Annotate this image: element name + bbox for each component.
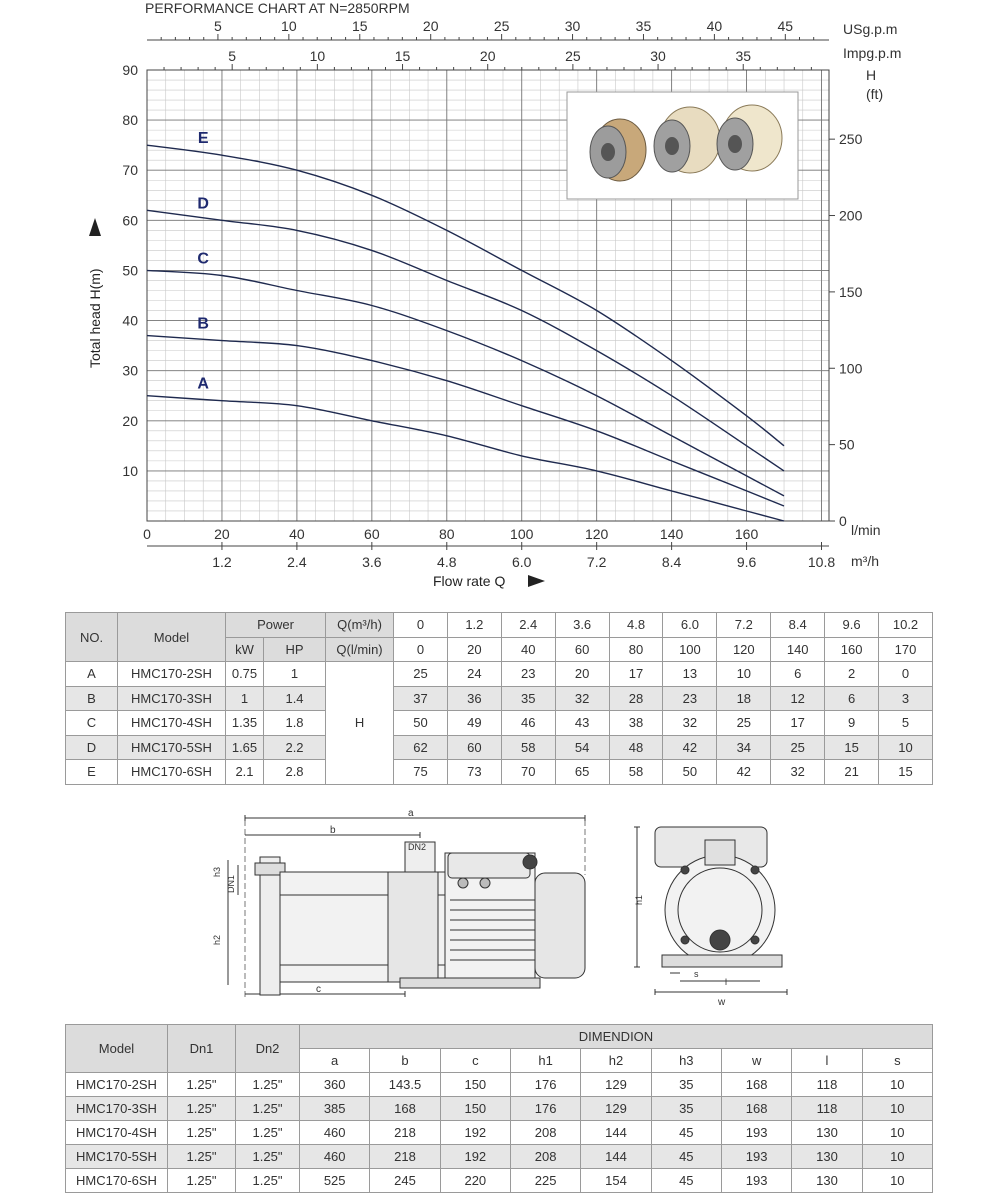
dim-value: 10 [862, 1097, 932, 1121]
dim-value: 129 [581, 1097, 651, 1121]
y-tick-label: 10 [122, 462, 138, 479]
dim-row-dn1: 1.25" [168, 1169, 236, 1193]
header-hp: HP [264, 637, 326, 662]
head-value: 32 [555, 686, 609, 711]
table-row [66, 1145, 933, 1169]
x-tick-label: 120 [584, 526, 609, 542]
head-value: 10 [879, 735, 933, 760]
dim-row-dn1: 1.25" [168, 1073, 236, 1097]
dim-row-dn1: 1.25" [168, 1121, 236, 1145]
dim-value: 168 [370, 1097, 440, 1121]
row-kw: 1.65 [226, 735, 264, 760]
us-gpm-tick-label: 15 [351, 18, 368, 34]
q-m3h-cell: 4.8 [609, 613, 663, 638]
y-tick-label: 70 [122, 162, 138, 179]
dim-value: 385 [300, 1097, 370, 1121]
dim-label-h2: h2 [212, 934, 222, 945]
imp-gpm-tick-label: 35 [735, 48, 752, 64]
y-axis-label: Total head H(m) [87, 268, 103, 368]
q-lmin-cell: 120 [717, 637, 771, 662]
dim-header-model: Model [66, 1025, 168, 1073]
row-hp: 2.8 [264, 760, 326, 785]
x-tick-label: 140 [659, 526, 684, 542]
chart-title: PERFORMANCE CHART AT N=2850RPM [145, 0, 410, 16]
table-row [66, 1097, 933, 1121]
dim-value: 220 [440, 1169, 510, 1193]
curve-label-a: A [197, 375, 209, 393]
imp-gpm-tick-label: 30 [650, 48, 666, 64]
row-hp: 1.4 [264, 686, 326, 711]
dim-value: 130 [792, 1169, 862, 1193]
x-axis-label: Flow rate Q [433, 573, 506, 589]
table-row [66, 662, 933, 687]
x-tick-label: 160 [734, 526, 759, 542]
head-value: 24 [447, 662, 501, 687]
head-value: 13 [663, 662, 717, 687]
head-value: 10 [717, 662, 771, 687]
row-model: HMC170-6SH [118, 760, 226, 785]
head-value: 25 [717, 711, 771, 736]
head-value: 35 [501, 686, 555, 711]
row-hp: 1.8 [264, 711, 326, 736]
head-value: 38 [609, 711, 663, 736]
dim-value: 168 [721, 1073, 791, 1097]
head-value: 21 [825, 760, 879, 785]
q-lmin-cell: 160 [825, 637, 879, 662]
dim-row-dn2: 1.25" [236, 1073, 300, 1097]
dim-label-dn1: DN1 [226, 874, 236, 893]
dim-value: 193 [721, 1169, 791, 1193]
dim-value: 176 [510, 1097, 580, 1121]
x-ticks-lmin [143, 526, 758, 542]
row-kw: 1.35 [226, 711, 264, 736]
x-axis-arrow-icon [528, 575, 545, 587]
head-value: 17 [771, 711, 825, 736]
dim-value: 118 [792, 1097, 862, 1121]
table-row [66, 1073, 933, 1097]
lmin-unit: l/min [851, 522, 881, 538]
dim-col-header: s [862, 1049, 932, 1073]
head-value: 6 [771, 662, 825, 687]
table-row [66, 711, 933, 736]
dim-value: 45 [651, 1121, 721, 1145]
x-tick-label: 20 [214, 526, 230, 542]
dim-row-model: HMC170-4SH [66, 1121, 168, 1145]
dim-value: 218 [370, 1145, 440, 1169]
row-model: HMC170-4SH [118, 711, 226, 736]
us-gpm-tick-label: 20 [422, 18, 439, 34]
dim-col-header: h1 [510, 1049, 580, 1073]
pump-dimension-drawing [200, 805, 800, 1010]
dim-value: 208 [510, 1145, 580, 1169]
dim-value: 150 [440, 1097, 510, 1121]
dim-col-header: h3 [651, 1049, 721, 1073]
head-value: 23 [663, 686, 717, 711]
q-m3h-cell: 0 [394, 613, 448, 638]
dim-value: 130 [792, 1145, 862, 1169]
head-value: 73 [447, 760, 501, 785]
head-value: 25 [394, 662, 448, 687]
head-value: 58 [501, 735, 555, 760]
dim-col-header: w [721, 1049, 791, 1073]
impeller-photo [567, 92, 798, 199]
dim-label-c: c [316, 984, 321, 995]
dim-value: 245 [370, 1169, 440, 1193]
dim-col-header: b [370, 1049, 440, 1073]
m3h-tick-label: 8.4 [661, 554, 682, 570]
head-value: 46 [501, 711, 555, 736]
dimension-table [65, 1024, 933, 1193]
ft-tick-label: 150 [839, 283, 863, 300]
curve-label-c: C [197, 250, 209, 268]
dim-value: 144 [581, 1145, 651, 1169]
ft-tick-label: 0 [839, 513, 847, 529]
dim-row-dn2: 1.25" [236, 1121, 300, 1145]
dim-label-b: b [330, 825, 336, 836]
dim-row-model: HMC170-3SH [66, 1097, 168, 1121]
dim-label-a: a [408, 808, 414, 819]
y-tick-label: 40 [122, 312, 138, 329]
row-kw: 1 [226, 686, 264, 711]
head-value: 5 [879, 711, 933, 736]
us-gpm-tick-label: 45 [777, 18, 794, 34]
curve-label-e: E [197, 130, 209, 148]
table-row [66, 686, 933, 711]
m3h-tick-label: 4.8 [437, 554, 457, 570]
head-value: 36 [447, 686, 501, 711]
ft-tick-label: 200 [839, 207, 863, 224]
x-tick-label: 40 [289, 526, 305, 542]
m3h-tick-label: 9.6 [736, 554, 757, 570]
head-value: 58 [609, 760, 663, 785]
row-hp: 2.2 [264, 735, 326, 760]
imp-gpm-ticks [164, 48, 811, 70]
row-no: D [66, 735, 118, 760]
row-model: HMC170-2SH [118, 662, 226, 687]
q-lmin-cell: 100 [663, 637, 717, 662]
table-row [66, 760, 933, 785]
dim-label-h1: h1 [634, 894, 644, 905]
q-m3h-cell: 3.6 [555, 613, 609, 638]
dim-value: 144 [581, 1121, 651, 1145]
dim-row-dn2: 1.25" [236, 1097, 300, 1121]
q-lmin-cell: 0 [394, 637, 448, 662]
dim-row-dn1: 1.25" [168, 1145, 236, 1169]
us-gpm-tick-label: 5 [214, 18, 222, 34]
dim-value: 35 [651, 1073, 721, 1097]
dim-value: 218 [370, 1121, 440, 1145]
dim-value: 150 [440, 1073, 510, 1097]
dim-col-header: c [440, 1049, 510, 1073]
dim-value: 35 [651, 1097, 721, 1121]
head-value: 18 [717, 686, 771, 711]
imp-gpm-tick-label: 15 [394, 48, 411, 64]
dim-col-header: h2 [581, 1049, 651, 1073]
dim-header-dn1: Dn1 [168, 1025, 236, 1073]
us-gpm-tick-label: 30 [564, 18, 581, 34]
dim-value: 45 [651, 1145, 721, 1169]
y-tick-label: 20 [122, 412, 138, 429]
head-value: 60 [447, 735, 501, 760]
us-gpm-ticks [161, 18, 814, 40]
table-row [66, 1121, 933, 1145]
dim-value: 192 [440, 1121, 510, 1145]
head-label: H [326, 662, 394, 785]
m3h-tick-label: 2.4 [287, 554, 307, 570]
head-value: 28 [609, 686, 663, 711]
imp-gpm-tick-label: 25 [565, 48, 581, 64]
q-m3h-cell: 2.4 [501, 613, 555, 638]
head-value: 48 [609, 735, 663, 760]
m3h-tick-label: 10.8 [807, 554, 836, 570]
dim-label-h3: h3 [212, 866, 222, 877]
head-value: 25 [771, 735, 825, 760]
dim-value: 154 [581, 1169, 651, 1193]
dim-value: 129 [581, 1073, 651, 1097]
dim-value: 45 [651, 1169, 721, 1193]
dim-row-model: HMC170-6SH [66, 1169, 168, 1193]
dim-value: 225 [510, 1169, 580, 1193]
dim-label-w: w [718, 997, 726, 1008]
table-row [66, 1169, 933, 1193]
y-tick-label: 90 [122, 62, 138, 78]
row-no: B [66, 686, 118, 711]
dim-value: 168 [721, 1097, 791, 1121]
pump-side-view [228, 815, 585, 1000]
row-no: C [66, 711, 118, 736]
dim-value: 10 [862, 1169, 932, 1193]
x-tick-label: 80 [438, 526, 455, 542]
ft-unit-h: H [866, 67, 877, 83]
ft-tick-label: 250 [839, 131, 863, 148]
head-value: 23 [501, 662, 555, 687]
dim-value: 176 [510, 1073, 580, 1097]
q-lmin-cell: 140 [771, 637, 825, 662]
head-value: 0 [879, 662, 933, 687]
m3h-tick-label: 3.6 [362, 554, 382, 570]
performance-table [65, 612, 933, 785]
head-value: 15 [825, 735, 879, 760]
head-value: 50 [394, 711, 448, 736]
row-model: HMC170-3SH [118, 686, 226, 711]
dim-row-model: HMC170-5SH [66, 1145, 168, 1169]
y-tick-label: 80 [122, 112, 138, 129]
head-value: 17 [609, 662, 663, 687]
head-value: 2 [825, 662, 879, 687]
dim-value: 360 [300, 1073, 370, 1097]
table-row [66, 735, 933, 760]
q-m3h-cell: 9.6 [825, 613, 879, 638]
header-q-lmin: Q(l/min) [326, 637, 394, 662]
head-value: 75 [394, 760, 448, 785]
dim-label-dn2: DN2 [408, 842, 427, 852]
head-value: 50 [663, 760, 717, 785]
imp-gpm-unit: Impg.p.m [843, 45, 902, 61]
m3h-unit: m³/h [851, 553, 879, 569]
dim-value: 460 [300, 1121, 370, 1145]
head-value: 32 [771, 760, 825, 785]
q-lmin-cell: 170 [879, 637, 933, 662]
head-value: 20 [555, 662, 609, 687]
y-tick-label: 60 [122, 212, 138, 229]
header-no: NO. [66, 613, 118, 662]
header-model: Model [118, 613, 226, 662]
row-kw: 0.75 [226, 662, 264, 687]
row-hp: 1 [264, 662, 326, 687]
imp-gpm-tick-label: 10 [309, 48, 326, 64]
dim-row-dn2: 1.25" [236, 1169, 300, 1193]
us-gpm-tick-label: 25 [493, 18, 510, 34]
us-gpm-tick-label: 10 [281, 18, 297, 34]
ft-ticks [829, 131, 863, 529]
q-m3h-cell: 7.2 [717, 613, 771, 638]
q-lmin-cell: 80 [609, 637, 663, 662]
head-value: 34 [717, 735, 771, 760]
m3h-tick-label: 7.2 [586, 554, 607, 570]
head-value: 3 [879, 686, 933, 711]
row-model: HMC170-5SH [118, 735, 226, 760]
pump-front-view [634, 827, 787, 995]
dim-value: 130 [792, 1121, 862, 1145]
header-kw: kW [226, 637, 264, 662]
head-value: 42 [663, 735, 717, 760]
ft-tick-label: 50 [839, 436, 855, 453]
head-value: 42 [717, 760, 771, 785]
y-axis-arrow-icon [89, 218, 101, 236]
head-value: 32 [663, 711, 717, 736]
dim-value: 10 [862, 1145, 932, 1169]
dim-value: 208 [510, 1121, 580, 1145]
x-tick-label: 0 [143, 526, 151, 542]
q-lmin-cell: 40 [501, 637, 555, 662]
us-gpm-tick-label: 35 [635, 18, 652, 34]
dim-value: 193 [721, 1145, 791, 1169]
head-value: 70 [501, 760, 555, 785]
head-value: 15 [879, 760, 933, 785]
dim-value: 118 [792, 1073, 862, 1097]
imp-gpm-tick-label: 5 [228, 48, 237, 64]
row-no: A [66, 662, 118, 687]
ft-tick-label: 100 [839, 360, 863, 377]
m3h-tick-label: 6.0 [511, 554, 532, 570]
row-kw: 2.1 [226, 760, 264, 785]
q-m3h-cell: 8.4 [771, 613, 825, 638]
curve-label-b: B [197, 315, 209, 333]
dim-value: 10 [862, 1073, 932, 1097]
dim-row-dn1: 1.25" [168, 1097, 236, 1121]
head-value: 49 [447, 711, 501, 736]
ft-unit-ft: (ft) [866, 86, 884, 102]
dim-value: 143.5 [370, 1073, 440, 1097]
header-power: Power [226, 613, 326, 638]
head-value: 6 [825, 686, 879, 711]
dim-value: 10 [862, 1121, 932, 1145]
dim-label-l: l [725, 977, 727, 987]
dim-row-dn2: 1.25" [236, 1145, 300, 1169]
dim-col-header: l [792, 1049, 862, 1073]
us-gpm-tick-label: 40 [706, 18, 723, 34]
dim-value: 193 [721, 1121, 791, 1145]
y-tick-label: 50 [122, 262, 138, 279]
dim-value: 460 [300, 1145, 370, 1169]
dim-header-dimension: DIMENDION [300, 1025, 933, 1049]
head-value: 12 [771, 686, 825, 711]
head-value: 54 [555, 735, 609, 760]
dim-value: 525 [300, 1169, 370, 1193]
q-m3h-cell: 1.2 [447, 613, 501, 638]
q-lmin-cell: 60 [555, 637, 609, 662]
curve-label-d: D [197, 195, 209, 213]
m3h-tick-label: 1.2 [212, 554, 232, 570]
us-gpm-unit: USg.p.m [843, 21, 898, 37]
row-no: E [66, 760, 118, 785]
q-lmin-cell: 20 [447, 637, 501, 662]
head-value: 9 [825, 711, 879, 736]
dim-header-dn2: Dn2 [236, 1025, 300, 1073]
x-tick-label: 60 [364, 526, 380, 542]
dim-label-s: s [694, 969, 699, 979]
q-m3h-cell: 10.2 [879, 613, 933, 638]
dim-col-header: a [300, 1049, 370, 1073]
head-value: 43 [555, 711, 609, 736]
dim-row-model: HMC170-2SH [66, 1073, 168, 1097]
head-value: 62 [394, 735, 448, 760]
imp-gpm-tick-label: 20 [479, 48, 496, 64]
q-m3h-cell: 6.0 [663, 613, 717, 638]
header-q-m3h: Q(m³/h) [326, 613, 394, 638]
dim-value: 192 [440, 1145, 510, 1169]
y-tick-label: 30 [122, 362, 138, 379]
y-ticks [122, 62, 138, 479]
x-tick-label: 100 [510, 526, 534, 542]
head-value: 37 [394, 686, 448, 711]
head-value: 65 [555, 760, 609, 785]
